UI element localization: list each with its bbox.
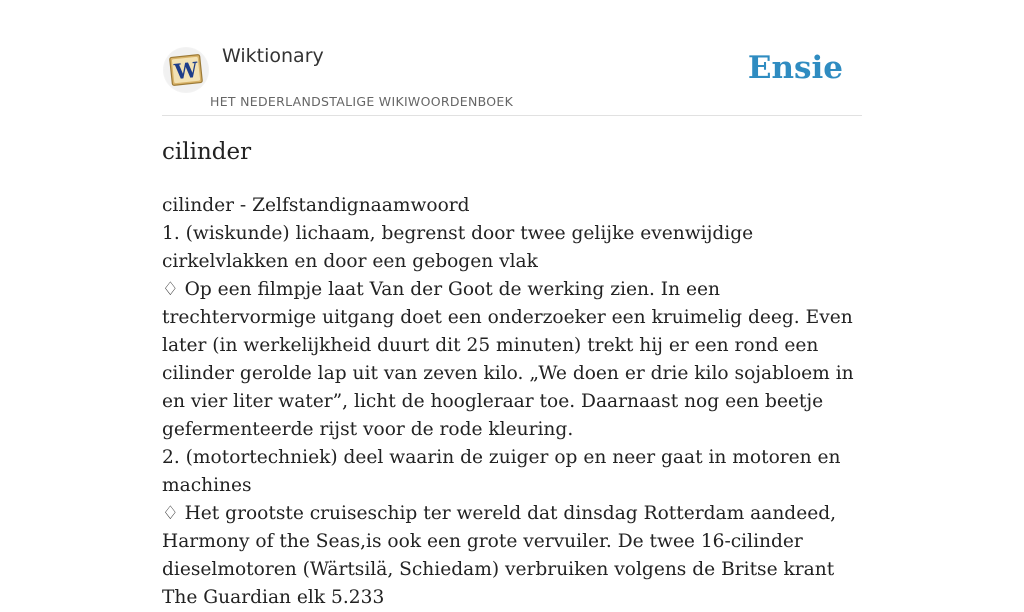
- definition-2: 2. (motortechniek) deel waarin de zuiger op en neer gaat in motoren en machines: [162, 447, 841, 496]
- header-divider: [162, 115, 862, 116]
- wiktionary-w-icon: [163, 47, 209, 93]
- svg-text:W: W: [173, 56, 200, 85]
- example-2: ♢ Het grootste cruiseschip ter wereld dat dinsdag Rotterdam aandeed, Harmony of the Seas,is ook een grote vervuiler. De twee 16-cilinder dieselmotoren (Wärtsilä, Schiedam) verbruiken volgens de Britse krant The Guardian elk 5.233: [162, 503, 837, 608]
- ensie-brand-logo[interactable]: Ensie: [747, 50, 843, 86]
- example-1: ♢ Op een filmpje laat Van der Goot de werking zien. In een trechtervormige uitgang doet een onderzoeker een kruimelig deeg. Even later (in werkelijkheid duurt dit 25 minuten) trekt hij er een rond een cilinder gerolde lap uit van zeven kilo. „We doen er drie kilo sojabloem in en vier liter water”, licht de hoogleraar toe. Daarnaast nog een beetje gefermenteerde rijst voor de rode kleuring.: [162, 279, 854, 440]
- site-name[interactable]: Wiktionary: [222, 45, 324, 67]
- headword-line: cilinder - Zelfstandignaamwoord: [162, 195, 470, 216]
- wiktionary-logo-icon[interactable]: [163, 47, 209, 93]
- page-title: cilinder: [162, 139, 252, 165]
- entry-content: [162, 192, 864, 612]
- definition-1: 1. (wiskunde) lichaam, begrenst door twee gelijke evenwijdige cirkelvlakken en door een gebogen vlak: [162, 223, 754, 272]
- site-tagline: HET NEDERLANDSTALIGE WIKIWOORDENBOEK: [210, 94, 514, 109]
